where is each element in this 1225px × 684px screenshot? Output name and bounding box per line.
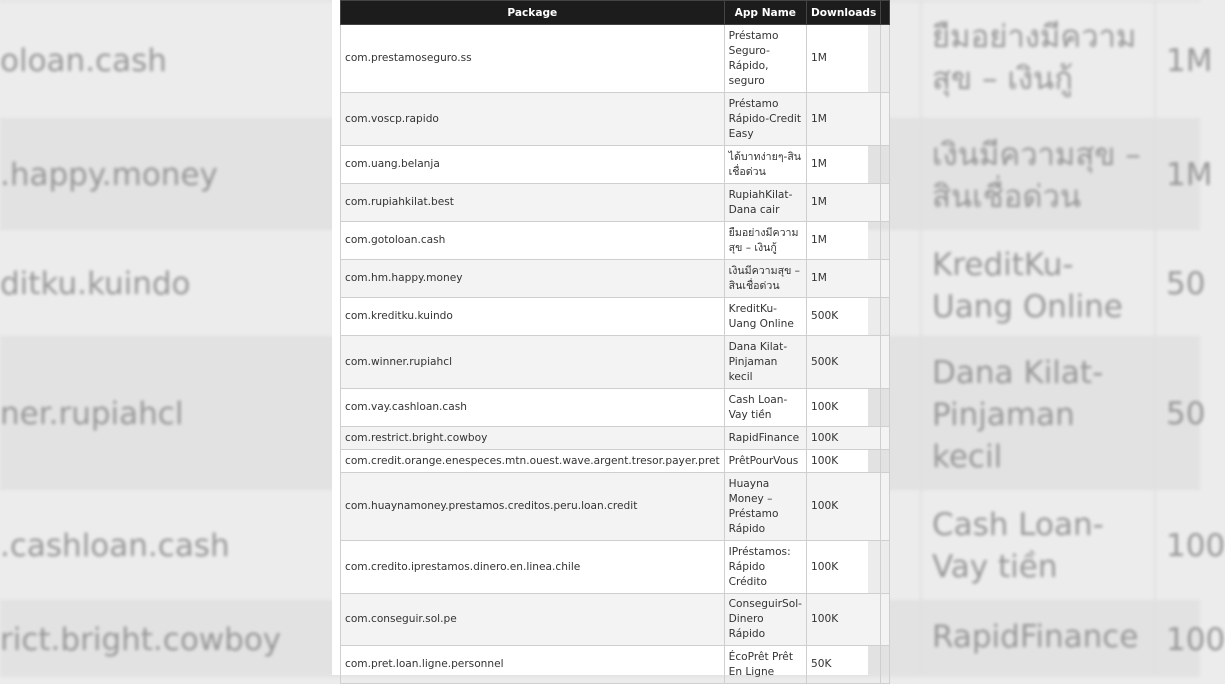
truncated-cell bbox=[881, 473, 890, 541]
truncated-cell bbox=[881, 646, 890, 684]
truncated-cell bbox=[881, 222, 890, 260]
table-row bbox=[341, 298, 890, 336]
header-package: Package bbox=[341, 1, 725, 25]
table-row bbox=[341, 646, 890, 684]
package-cell: com.prestamoseguro.ss bbox=[341, 25, 725, 93]
table-row bbox=[341, 222, 890, 260]
package-cell: com.credito.iprestamos.dinero.en.linea.chile bbox=[341, 541, 725, 594]
truncated-cell bbox=[881, 25, 890, 93]
truncated-cell bbox=[881, 260, 890, 298]
package-cell: com.huaynamoney.prestamos.creditos.peru.loan.credit bbox=[341, 473, 725, 541]
truncated-cell bbox=[881, 146, 890, 184]
background-app-name-text: เงินมีความสุข – สินเชื่อด่วน bbox=[932, 137, 1141, 215]
downloads-cell: 100K bbox=[806, 541, 880, 594]
table-row bbox=[341, 541, 890, 594]
downloads-cell: 1M bbox=[806, 184, 880, 222]
app-name-cell: Dana Kilat-Pinjaman kecil bbox=[724, 336, 806, 389]
table-row bbox=[341, 427, 890, 450]
app-name-cell: RapidFinance bbox=[724, 427, 806, 450]
package-cell: com.restrict.bright.cowboy bbox=[341, 427, 725, 450]
table-row bbox=[341, 473, 890, 541]
app-name-cell: เงินมีความสุข – สินเชื่อด่วน bbox=[724, 260, 806, 298]
downloads-cell: 1M bbox=[806, 222, 880, 260]
background-downloads-text: 100 bbox=[1166, 621, 1225, 658]
truncated-cell bbox=[881, 93, 890, 146]
background-app-name-text: Cash Loan- Vay tiền bbox=[932, 507, 1104, 585]
truncated-cell bbox=[881, 594, 890, 646]
package-cell: com.conseguir.sol.pe bbox=[341, 594, 725, 646]
table-header-row bbox=[341, 1, 890, 25]
package-cell: com.credit.orange.enespeces.mtn.ouest.wave.argent.tresor.payer.pret bbox=[341, 450, 725, 473]
background-app-name-text: KreditKu- Uang Online bbox=[932, 247, 1123, 325]
table-row bbox=[341, 389, 890, 427]
background-downloads-text: 50 bbox=[1166, 266, 1206, 302]
background-column-divider bbox=[1154, 0, 1156, 675]
truncated-cell bbox=[881, 184, 890, 222]
background-downloads-text: 1M bbox=[1166, 43, 1213, 79]
background-package-text: ner.rupiahcl bbox=[0, 396, 184, 432]
package-cell: com.pret.loan.ligne.personnel bbox=[341, 646, 725, 684]
app-name-cell: Huayna Money – Préstamo Rápido bbox=[724, 473, 806, 541]
package-cell: com.rupiahkilat.best bbox=[341, 184, 725, 222]
package-cell: com.hm.happy.money bbox=[341, 260, 725, 298]
app-name-cell: ยืมอย่างมีความสุข – เงินกู้ bbox=[724, 222, 806, 260]
table-row bbox=[341, 25, 890, 93]
downloads-cell: 100K bbox=[806, 389, 880, 427]
package-cell: com.uang.belanja bbox=[341, 146, 725, 184]
app-name-cell: Préstamo Seguro-Rápido, seguro bbox=[724, 25, 806, 93]
downloads-cell: 1M bbox=[806, 146, 880, 184]
package-cell: com.winner.rupiahcl bbox=[341, 336, 725, 389]
package-table bbox=[340, 0, 890, 684]
background-downloads-text: 50 bbox=[1166, 396, 1206, 432]
background-app-name-text: Dana Kilat- Pinjaman kecil bbox=[932, 355, 1104, 475]
downloads-cell: 100K bbox=[806, 594, 880, 646]
table-row bbox=[341, 594, 890, 646]
background-package-text: .happy.money bbox=[0, 157, 218, 193]
app-name-cell: ConseguirSol-Dinero Rápido bbox=[724, 594, 806, 646]
truncated-cell bbox=[881, 541, 890, 594]
downloads-cell: 100K bbox=[806, 450, 880, 473]
downloads-cell: 1M bbox=[806, 93, 880, 146]
downloads-cell: 500K bbox=[806, 336, 880, 389]
table-row bbox=[341, 146, 890, 184]
downloads-cell: 50K bbox=[806, 646, 880, 684]
app-name-cell: RupiahKilat-Dana cair bbox=[724, 184, 806, 222]
downloads-cell: 1M bbox=[806, 260, 880, 298]
table-row bbox=[341, 184, 890, 222]
package-cell: com.kreditku.kuindo bbox=[341, 298, 725, 336]
truncated-cell bbox=[881, 427, 890, 450]
header-downloads: Downloads bbox=[806, 1, 880, 25]
background-package-text: oloan.cash bbox=[0, 43, 167, 79]
truncated-cell bbox=[881, 389, 890, 427]
downloads-cell: 100K bbox=[806, 427, 880, 450]
table-row bbox=[341, 93, 890, 146]
table-body bbox=[341, 25, 890, 684]
package-cell: com.vay.cashloan.cash bbox=[341, 389, 725, 427]
downloads-cell: 1M bbox=[806, 25, 880, 93]
background-app-name-text: ยืมอย่างมีความ สุข – เงินกู้ bbox=[932, 19, 1137, 97]
background-package-text: ditku.kuindo bbox=[0, 266, 191, 302]
background-column-divider bbox=[920, 0, 922, 675]
background-package-text: rict.bright.cowboy bbox=[0, 621, 282, 658]
header-truncated-column bbox=[881, 1, 890, 25]
package-cell: com.voscp.rapido bbox=[341, 93, 725, 146]
background-package-text: .cashloan.cash bbox=[0, 528, 230, 564]
downloads-cell: 500K bbox=[806, 298, 880, 336]
background-downloads-text: 100 bbox=[1166, 528, 1225, 564]
table-panel bbox=[332, 0, 877, 678]
app-name-cell: PrêtPourVous bbox=[724, 450, 806, 473]
background-app-name-text: RapidFinance bbox=[932, 619, 1139, 655]
table-row bbox=[341, 260, 890, 298]
app-name-cell: Cash Loan-Vay tiền bbox=[724, 389, 806, 427]
downloads-cell: 100K bbox=[806, 473, 880, 541]
app-name-cell: Préstamo Rápido-Credit Easy bbox=[724, 93, 806, 146]
app-name-cell: KreditKu-Uang Online bbox=[724, 298, 806, 336]
header-app-name: App Name bbox=[724, 1, 806, 25]
truncated-cell bbox=[881, 298, 890, 336]
package-cell: com.gotoloan.cash bbox=[341, 222, 725, 260]
table-row bbox=[341, 336, 890, 389]
app-name-cell: IPréstamos: Rápido Crédito bbox=[724, 541, 806, 594]
app-name-cell: ÉcoPrêt Prêt En Ligne bbox=[724, 646, 806, 684]
table-row bbox=[341, 450, 890, 473]
truncated-cell bbox=[881, 336, 890, 389]
background-downloads-text: 1M bbox=[1166, 157, 1213, 193]
app-name-cell: ได้บาทง่ายๆ-สินเชื่อด่วน bbox=[724, 146, 806, 184]
truncated-cell bbox=[881, 450, 890, 473]
